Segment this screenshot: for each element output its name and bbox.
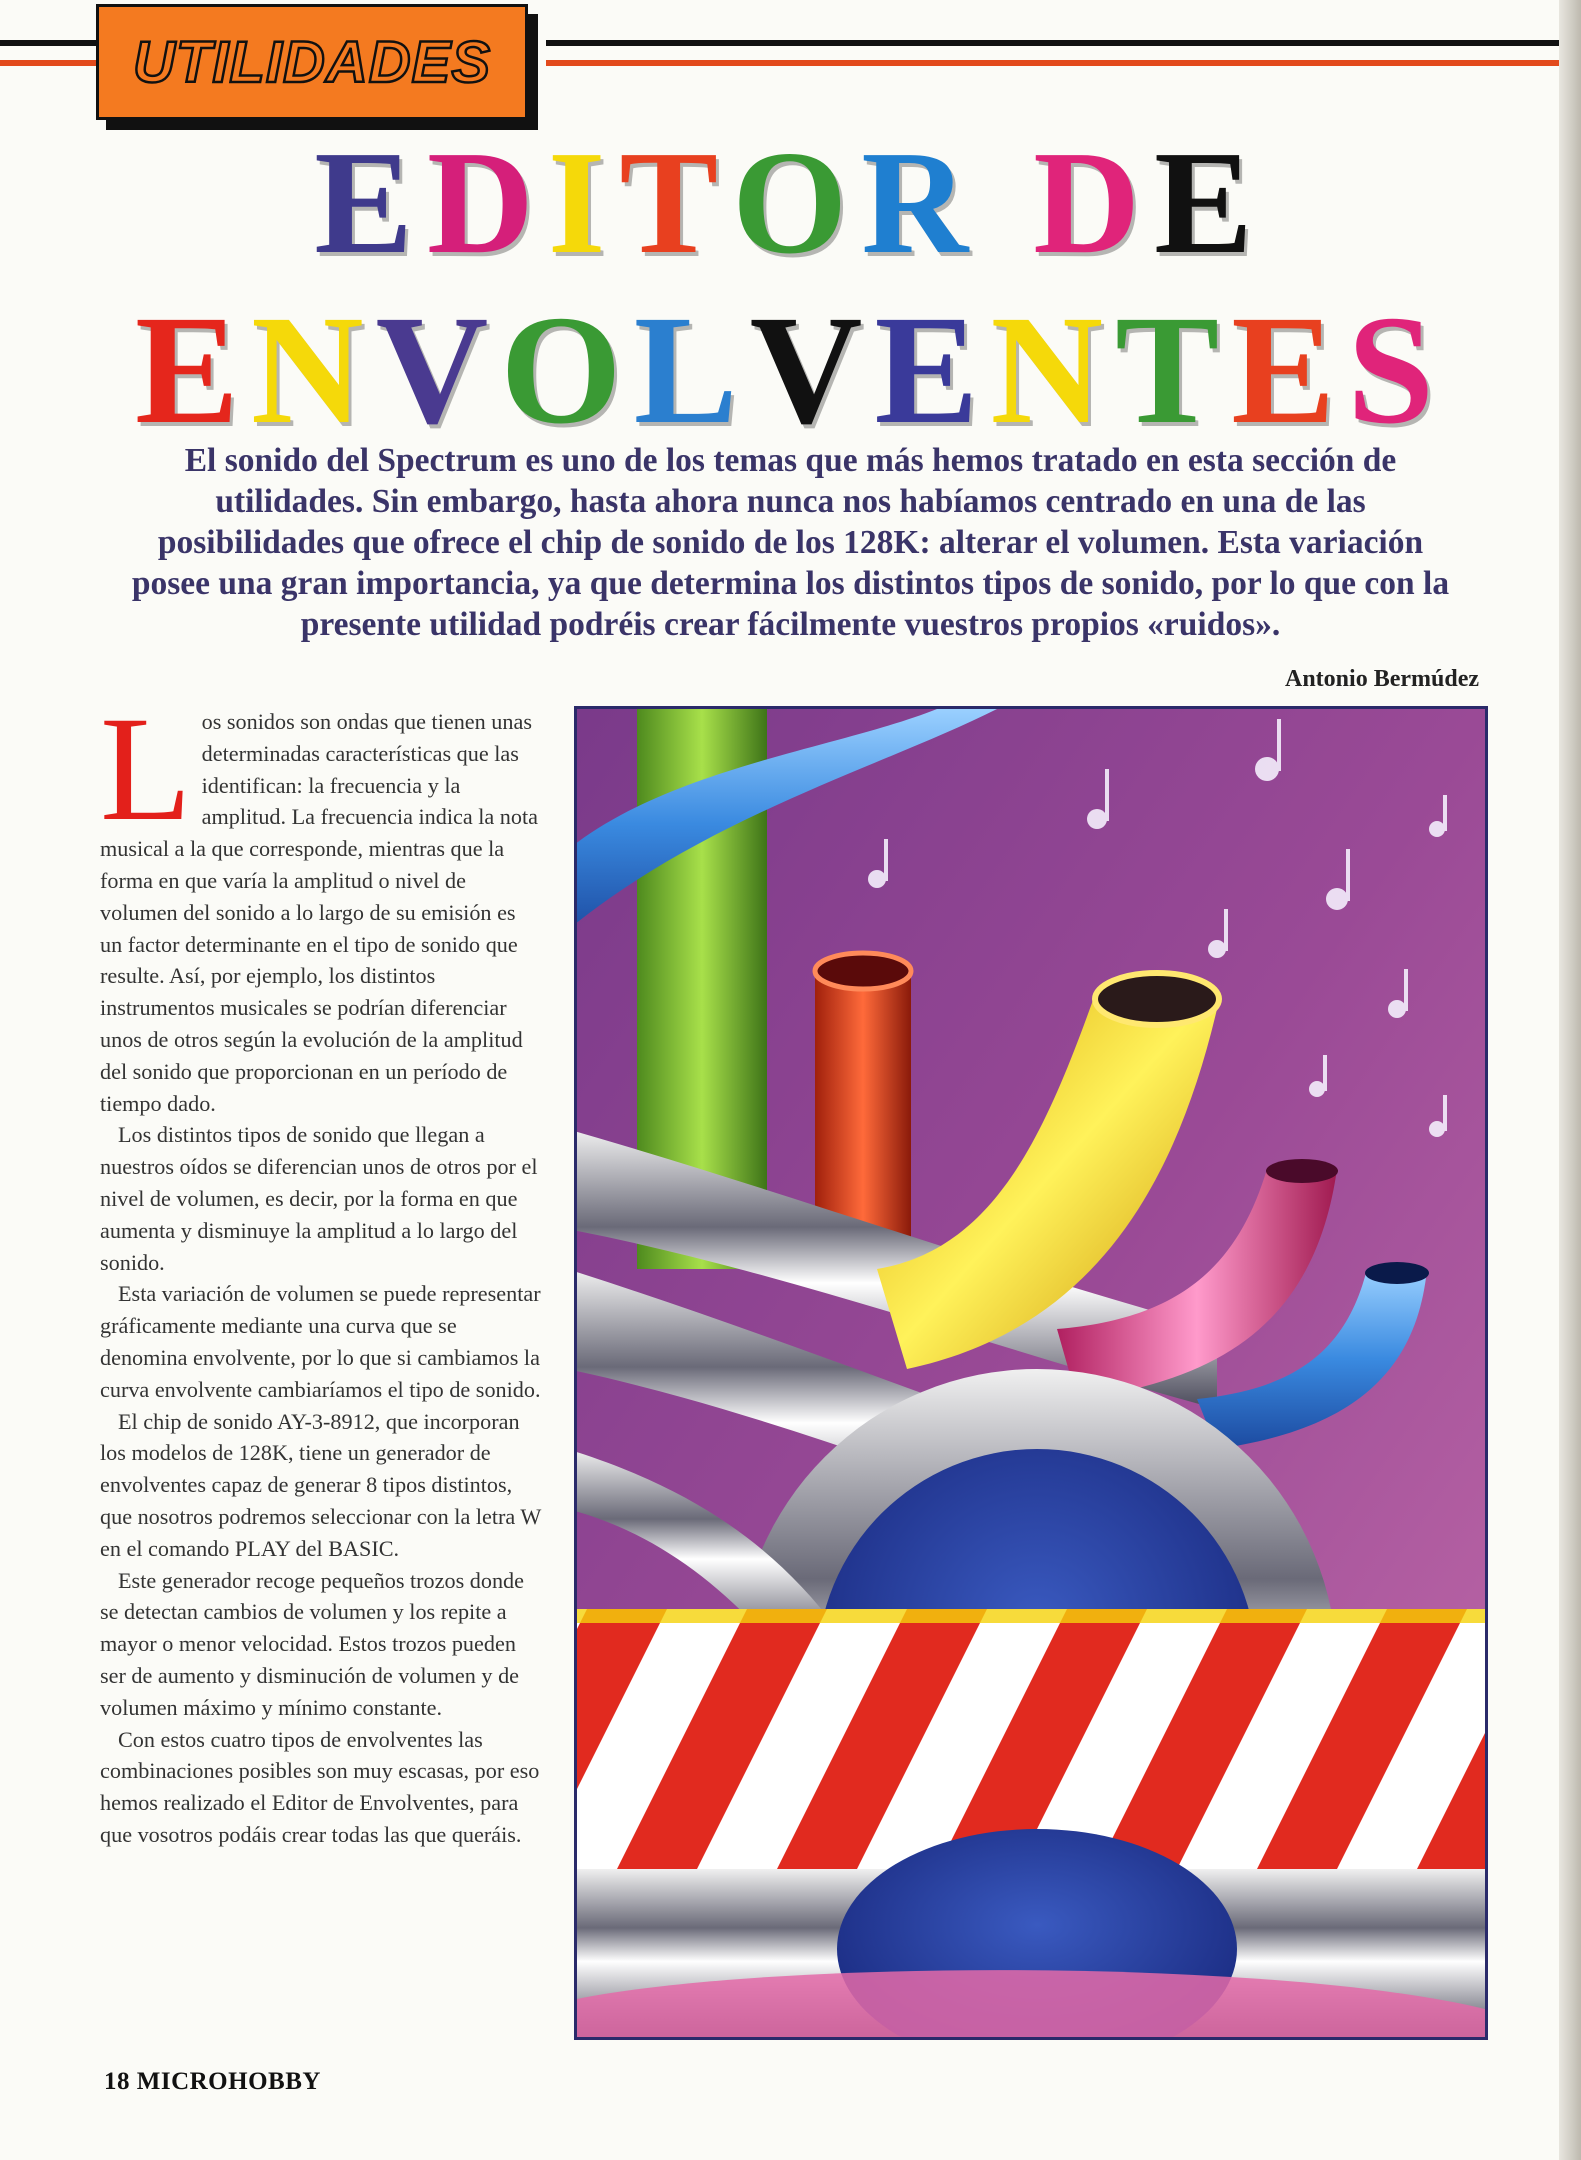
body-paragraph-4: El chip de sonido AY-3-8912, que incorporan los modelos de 128K, tiene un generador de envolventes capaz de generar 8 tipos distintos, que nosotros podremos seleccionar con la letra W en el comando PLAY del BASIC.	[100, 1408, 541, 1561]
header-rule-right-black	[546, 40, 1560, 46]
header-rule-left-red	[0, 60, 96, 66]
illustration-svg	[577, 709, 1485, 2037]
body-paragraph-5: Este generador recoge pequeños trozos donde se detectan cambios de volumen y los repite a mayor o menor velocidad. Estos trozos pueden ser de aumento y disminución de volumen y de volumen máximo y mínimo constante.	[100, 1567, 524, 1720]
body-paragraph-6: Con estos cuatro tipos de envolventes las combinaciones posibles son muy escasas, por eso hemos realizado el Editor de Envolventes, para que vosotros podáis crear todas las que queráis.	[100, 1726, 540, 1847]
title-line-2-letter: E	[1231, 283, 1348, 456]
body-paragraph-2: Los distintos tipos de sonido que llegan a nuestros oídos se diferencian unos de otros por el nivel de volumen, es decir, por la forma en que aumenta y disminuye la amplitud a lo largo del sonido.	[100, 1122, 538, 1275]
section-tag-label: UTILIDADES	[133, 29, 491, 95]
body-paragraph-1-text: os sonidos son ondas que tienen unas determinadas características que las identifican: la frecuencia y la amplitud. La frecuencia indica la nota musical a la que corresponde, mientras que la forma en que varía la amplitud o nivel de volumen del sonido a lo largo de su emisión es un factor determinante en el tipo de sonido que resulte. Así, por ejemplo, los distintos instrumentos musicales se podrían diferenciar unos de otros según la evolución de la amplitud del sonido que proporcionan en un período de tiempo dado.	[100, 709, 538, 1116]
title-line-1-letter	[982, 118, 1033, 288]
body-paragraph-3: Esta variación de volumen se puede representar gráficamente mediante una curva que se denomina envolvente, por lo que si cambiamos la curva envolvente cambiaríamos el tipo de sonido.	[100, 1281, 541, 1402]
article-body	[100, 686, 542, 1851]
title-line-2-letter: N	[251, 283, 376, 456]
title-line-1	[0, 118, 1581, 288]
title-line-2-letter: E	[134, 283, 251, 456]
title-line-2-letter: S	[1347, 283, 1447, 456]
title-line-1-letter: D	[426, 121, 548, 285]
header-rule-left-black	[0, 40, 96, 46]
author-byline: Antonio Bermúdez	[1285, 666, 1479, 692]
title-line-2-letter: V	[375, 283, 501, 456]
title-line-2-letter: L	[633, 283, 750, 456]
title-line-2-letter: N	[990, 283, 1116, 456]
article-illustration	[574, 706, 1488, 2040]
title-line-1-letter: D	[1033, 121, 1155, 285]
title-line-2-letter: T	[1115, 283, 1232, 456]
title-line-2	[0, 280, 1581, 460]
title-line-2-letter: O	[500, 283, 634, 456]
drop-cap: L	[100, 686, 192, 852]
title-line-2-letter: E	[874, 283, 991, 456]
title-line-1-letter: O	[732, 121, 862, 285]
section-tag	[96, 4, 528, 120]
title-line-1-letter: I	[547, 121, 620, 285]
title-line-1-letter: R	[861, 121, 983, 285]
page-spine-shadow	[1559, 0, 1581, 2160]
page-footer: 18 MICROHOBBY	[104, 2068, 321, 2095]
title-line-1-letter: E	[1154, 121, 1267, 285]
body-paragraph-1	[100, 686, 542, 1119]
header-rule-right-red	[546, 60, 1560, 66]
title-line-1-letter: T	[619, 121, 733, 285]
title-line-2-letter: V	[749, 283, 875, 456]
intro-paragraph: El sonido del Spectrum es uno de los temas que más hemos tratado en esta sección de utilidades. Sin embargo, hasta ahora nunca nos habíamos centrado en una de las posibilidades que ofrece el chip de sonido de los 128K: alterar el volumen. Esta variación posee una gran importancia, ya que determina los distintos tipos de sonido, por lo que con la presente utilidad podréis crear fácilmente vuestros propios «ruidos».	[131, 442, 1450, 643]
title-line-1-letter: E	[314, 121, 427, 285]
